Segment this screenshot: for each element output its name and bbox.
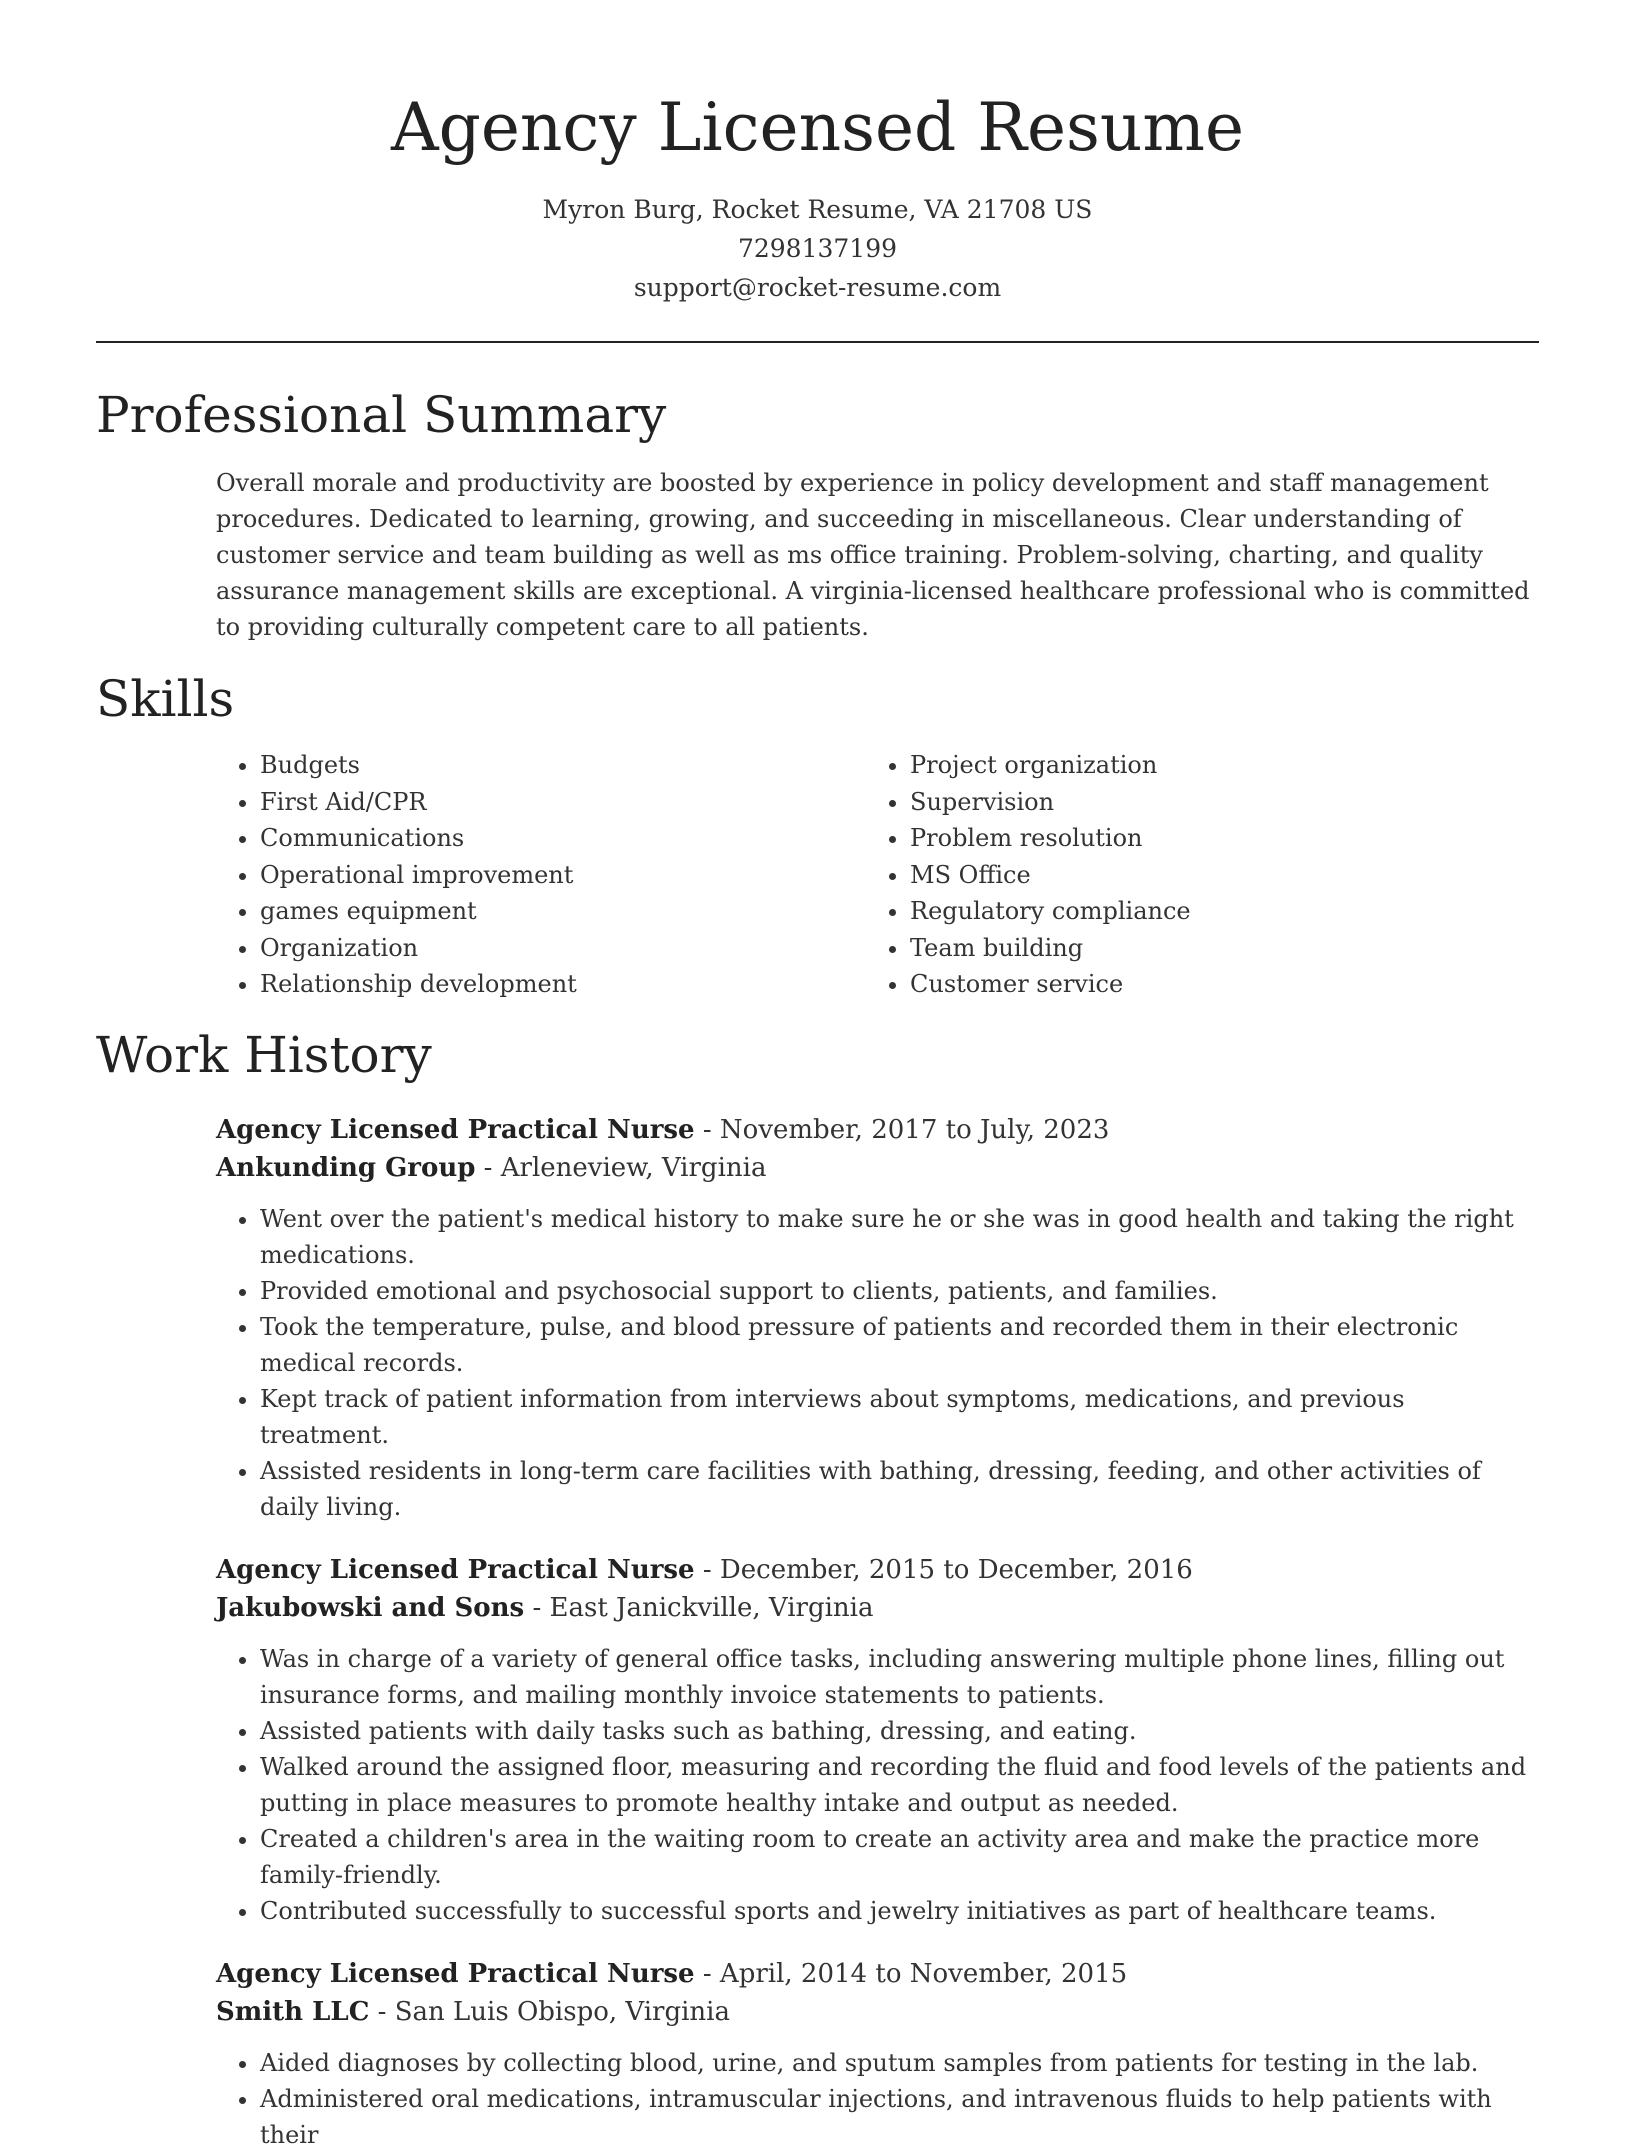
job-company-line [216, 1993, 1539, 2031]
job-bullet: • Provided emotional and psychosocial support to clients, patients, and families. [260, 1273, 1539, 1309]
contact-address: Myron Burg, Rocket Resume, VA 21708 US [542, 195, 1093, 224]
skill-item: • MS Office [910, 857, 1516, 894]
skill-item: • Budgets [260, 747, 866, 784]
skills-column-left [216, 747, 866, 1003]
job-bullets [216, 1201, 1539, 1525]
contact-info [96, 190, 1539, 307]
skills-heading: Skills [96, 670, 235, 728]
job-location: - Arleneview, Virginia [475, 1152, 767, 1183]
skills-column-right [866, 747, 1516, 1003]
skill-item: • Customer service [910, 966, 1516, 1003]
skill-item: • Regulatory compliance [910, 893, 1516, 930]
job-dates: - November, 2017 to July, 2023 [694, 1114, 1110, 1145]
job-company: Jakubowski and Sons [216, 1592, 525, 1623]
work-history-heading: Work History [96, 1025, 432, 1084]
summary-text: Overall morale and productivity are boosted by experience in policy development and staff management procedures. Dedicated to learning, growing, and succeeding in miscellaneous. Clear understanding of customer service and team building as well as ms office training. Problem-solving, charting, and quality assurance management skills are exceptional. A virginia-licensed healthcare professional who is committed to providing culturally competent care to all patients. [216, 469, 1530, 641]
job-entry [216, 1551, 1539, 1929]
job-bullet: • Assisted patients with daily tasks such as bathing, dressing, and eating. [260, 1713, 1539, 1749]
skill-item: • Team building [910, 930, 1516, 967]
job-bullet: • Created a children's area in the waiting room to create an activity area and make the practice more family-friendly. [260, 1821, 1539, 1893]
job-company: Smith LLC [216, 1996, 370, 2027]
job-title: Agency Licensed Practical Nurse [216, 1958, 695, 1989]
job-location: - East Janickville, Virginia [524, 1592, 874, 1623]
skill-item: • Problem resolution [910, 820, 1516, 857]
contact-email: support@rocket-resume.com [633, 273, 1002, 302]
job-company: Ankunding Group [216, 1152, 476, 1183]
skill-item: • Relationship development [260, 966, 866, 1003]
job-bullet: • Took the temperature, pulse, and blood pressure of patients and recorded them in their electronic medical records. [260, 1309, 1539, 1381]
job-bullet: • Kept track of patient information from interviews about symptoms, medications, and previous treatment. [260, 1381, 1539, 1453]
job-bullet: • Aided diagnoses by collecting blood, urine, and sputum samples from patients for testing in the lab. [260, 2045, 1539, 2081]
skill-item: • First Aid/CPR [260, 784, 866, 821]
job-bullets [216, 1641, 1539, 1929]
job-bullet: • Assisted residents in long-term care facilities with bathing, dressing, feeding, and other activities of daily living. [260, 1453, 1539, 1525]
skill-item: • Project organization [910, 747, 1516, 784]
job-bullet: • Walked around the assigned floor, measuring and recording the fluid and food levels of the patients and putting in place measures to promote healthy intake and output as needed. [260, 1749, 1539, 1821]
job-company-line [216, 1589, 1539, 1627]
header-divider [96, 341, 1539, 343]
job-bullet: • Went over the patient's medical history to make sure he or she was in good health and taking the right medications. [260, 1201, 1539, 1273]
skill-item: • Operational improvement [260, 857, 866, 894]
resume-page [96, 0, 1539, 2153]
skills-list [216, 747, 1539, 1003]
summary-heading: Professional Summary [96, 386, 667, 444]
skill-item: • Supervision [910, 784, 1516, 821]
skill-item: • games equipment [260, 893, 866, 930]
contact-phone: 7298137199 [737, 234, 898, 263]
job-dates: - December, 2015 to December, 2016 [694, 1554, 1193, 1585]
job-bullet: • Was in charge of a variety of general office tasks, including answering multiple phone lines, filling out insurance forms, and mailing monthly invoice statements to patients. [260, 1641, 1539, 1713]
skill-item: • Organization [260, 930, 866, 967]
job-location: - San Luis Obispo, Virginia [369, 1996, 730, 2027]
job-bullet: • Administered oral medications, intramuscular injections, and intravenous fluids to help patients with their [260, 2081, 1539, 2153]
resume-title: Agency Licensed Resume [390, 89, 1245, 166]
job-bullets [216, 2045, 1539, 2153]
job-title: Agency Licensed Practical Nurse [216, 1554, 695, 1585]
job-title-line [216, 1551, 1539, 1589]
job-title-line [216, 1111, 1539, 1149]
job-company-line [216, 1149, 1539, 1187]
job-entry [216, 1111, 1539, 1525]
job-entry [216, 1955, 1539, 2153]
job-title: Agency Licensed Practical Nurse [216, 1114, 695, 1145]
job-bullet: • Contributed successfully to successful sports and jewelry initiatives as part of healthcare teams. [260, 1893, 1539, 1929]
skill-item: • Communications [260, 820, 866, 857]
job-title-line [216, 1955, 1539, 1993]
job-dates: - April, 2014 to November, 2015 [694, 1958, 1128, 1989]
